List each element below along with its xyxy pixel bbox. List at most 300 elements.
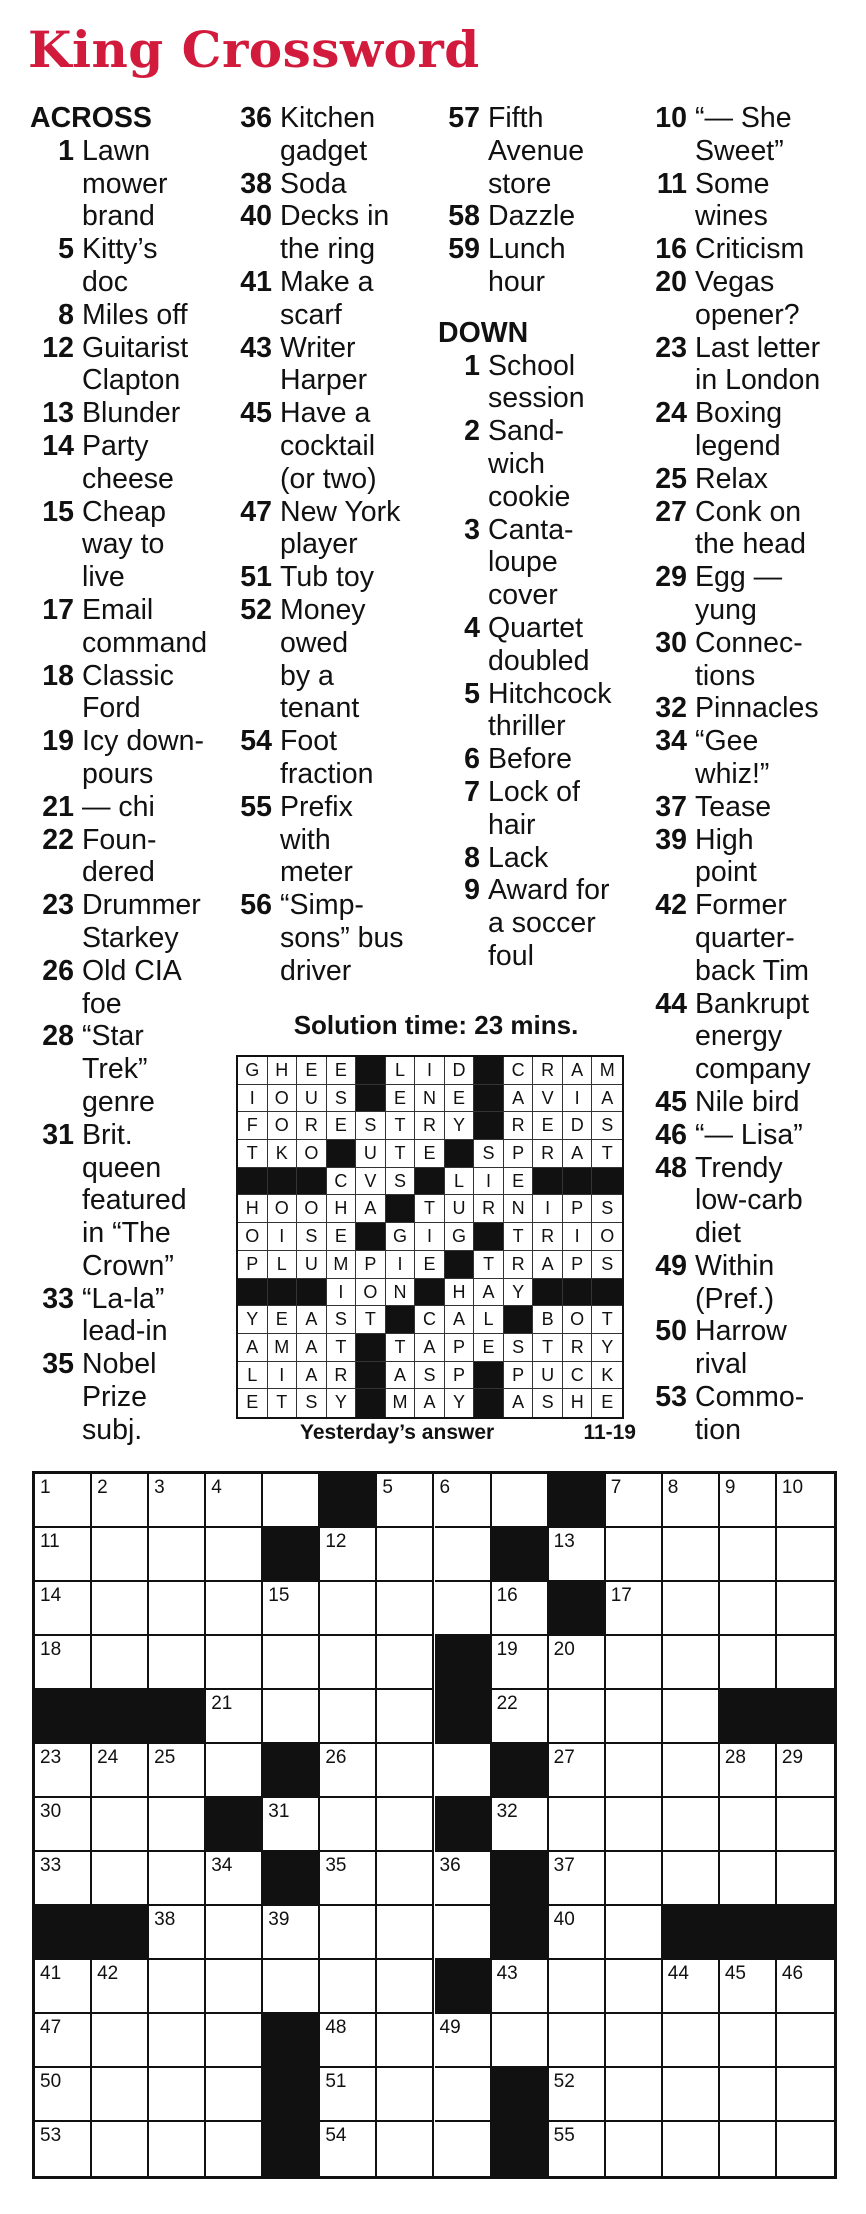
grid-cell[interactable] [435, 1852, 492, 1906]
grid-cell[interactable] [92, 2068, 149, 2122]
cell-number: 23 [40, 1747, 62, 1768]
solution-letter: I [268, 1223, 298, 1251]
grid-cell[interactable] [549, 2122, 606, 2176]
grid-cell[interactable] [435, 1744, 492, 1798]
grid-cell[interactable] [263, 1582, 320, 1636]
grid-cell[interactable] [663, 1744, 720, 1798]
grid-cell[interactable] [206, 1528, 263, 1582]
grid-cell[interactable] [92, 1582, 149, 1636]
grid-cell[interactable] [435, 2122, 492, 2176]
grid-cell[interactable] [92, 1744, 149, 1798]
solution-black-square [563, 1168, 593, 1196]
clue-number: 50 [655, 1315, 687, 1348]
cell-number: 13 [553, 1531, 575, 1552]
clue-text: Soda [280, 167, 347, 200]
solution-letter: T [238, 1140, 268, 1168]
clue-text: Quartet doubled [488, 611, 590, 677]
solution-letter: O [592, 1223, 622, 1251]
grid-cell[interactable] [35, 2068, 92, 2122]
grid-cell[interactable] [92, 1798, 149, 1852]
clue-text: Bankrupt energy company [695, 987, 811, 1086]
solution-letter: P [356, 1251, 386, 1279]
grid-cell[interactable] [663, 1852, 720, 1906]
grid-cell[interactable] [377, 2014, 434, 2068]
clue-number: 16 [655, 233, 687, 266]
grid-cell[interactable] [606, 1960, 663, 2014]
grid-cell[interactable] [492, 1690, 549, 1744]
clue-10 [645, 102, 863, 168]
grid-cell[interactable] [149, 1960, 206, 2014]
solution-letter: M [386, 1389, 416, 1417]
clue-text: Money owed by a tenant [280, 593, 366, 725]
solution-letter: M [268, 1334, 298, 1362]
grid-cell[interactable] [663, 1636, 720, 1690]
cell-number: 33 [40, 1855, 62, 1876]
grid-cell[interactable] [549, 1690, 606, 1744]
grid-cell[interactable] [777, 1636, 834, 1690]
grid-cell[interactable] [35, 1636, 92, 1690]
cell-number: 22 [496, 1693, 518, 1714]
solution-letter: S [327, 1085, 357, 1113]
solution-letter: E [327, 1112, 357, 1140]
grid-cell[interactable] [777, 2122, 834, 2176]
solution-letter: F [238, 1112, 268, 1140]
clue-number: 11 [656, 167, 687, 200]
solution-letter: C [563, 1362, 593, 1390]
grid-cell[interactable] [149, 1798, 206, 1852]
grid-cell[interactable] [206, 1744, 263, 1798]
grid-cell[interactable] [549, 1636, 606, 1690]
grid-cell[interactable] [492, 1798, 549, 1852]
black-square [435, 1798, 492, 1852]
grid-cell[interactable] [606, 2014, 663, 2068]
clue-3 [438, 514, 638, 612]
clue-number: 22 [42, 823, 74, 856]
crossword-grid[interactable] [32, 1471, 837, 2179]
solution-black-square [297, 1168, 327, 1196]
grid-cell[interactable] [377, 1528, 434, 1582]
grid-cell[interactable] [549, 1744, 606, 1798]
grid-cell[interactable] [263, 1960, 320, 2014]
grid-cell[interactable] [377, 1852, 434, 1906]
solution-letter: C [504, 1057, 534, 1085]
grid-cell[interactable] [320, 1798, 377, 1852]
solution-letter: T [386, 1334, 416, 1362]
cell-number: 25 [154, 1747, 176, 1768]
grid-cell[interactable] [377, 2122, 434, 2176]
grid-cell[interactable] [435, 1528, 492, 1582]
solution-black-square [356, 1389, 386, 1417]
grid-cell[interactable] [92, 1474, 149, 1528]
black-square [35, 1906, 92, 1960]
solution-black-square [533, 1168, 563, 1196]
grid-cell[interactable] [663, 2068, 720, 2122]
grid-cell[interactable] [149, 1636, 206, 1690]
grid-cell[interactable] [606, 1636, 663, 1690]
cell-number: 9 [724, 1477, 736, 1498]
grid-cell[interactable] [35, 2014, 92, 2068]
clue-text: Harrow rival [695, 1315, 787, 1381]
cell-number: 20 [553, 1639, 575, 1660]
clue-text: High point [695, 823, 757, 889]
solution-letter: R [533, 1140, 563, 1168]
clue-text: Nile bird [695, 1085, 800, 1118]
grid-cell[interactable] [663, 2122, 720, 2176]
cell-number: 17 [610, 1585, 632, 1606]
clue-text: Email command [82, 593, 208, 659]
grid-cell[interactable] [206, 1636, 263, 1690]
grid-cell[interactable] [492, 1474, 549, 1528]
solution-black-square [592, 1279, 622, 1307]
clue-text: Guitarist Clapton [82, 331, 189, 397]
grid-cell[interactable] [92, 2014, 149, 2068]
black-square [35, 1690, 92, 1744]
solution-letter: I [415, 1057, 445, 1085]
grid-cell[interactable] [720, 1528, 777, 1582]
solution-black-square [474, 1057, 504, 1085]
clue-number: 32 [655, 692, 687, 725]
grid-cell[interactable] [720, 1960, 777, 2014]
grid-cell[interactable] [377, 2068, 434, 2122]
grid-cell[interactable] [435, 2014, 492, 2068]
grid-cell[interactable] [663, 1690, 720, 1744]
grid-cell[interactable] [663, 1474, 720, 1528]
clue-text: Foun- dered [82, 823, 157, 889]
across-heading: ACROSS [30, 102, 152, 134]
solution-black-square [356, 1057, 386, 1085]
clue-number: 41 [240, 265, 272, 298]
clue-text: Last letter in London [695, 331, 821, 397]
grid-cell[interactable] [606, 1852, 663, 1906]
solution-letter: N [386, 1279, 416, 1307]
clue-number: 46 [655, 1118, 687, 1151]
grid-cell[interactable] [377, 1744, 434, 1798]
cell-number: 5 [382, 1477, 393, 1498]
grid-cell[interactable] [206, 2122, 263, 2176]
grid-cell[interactable] [720, 2014, 777, 2068]
solution-black-square [504, 1306, 534, 1334]
grid-cell[interactable] [377, 1474, 434, 1528]
grid-cell[interactable] [777, 1798, 834, 1852]
grid-cell[interactable] [206, 1582, 263, 1636]
clue-number: 5 [58, 233, 74, 266]
grid-cell[interactable] [720, 1636, 777, 1690]
grid-cell[interactable] [492, 1960, 549, 2014]
grid-cell[interactable] [549, 1798, 606, 1852]
solution-letter: R [533, 1223, 563, 1251]
black-square [492, 1852, 549, 1906]
grid-cell[interactable] [549, 1852, 606, 1906]
grid-cell[interactable] [377, 1636, 434, 1690]
grid-cell[interactable] [35, 1744, 92, 1798]
grid-cell[interactable] [320, 1636, 377, 1690]
solution-letter: I [563, 1223, 593, 1251]
grid-cell[interactable] [92, 1528, 149, 1582]
solution-letter: S [356, 1112, 386, 1140]
black-square [263, 2068, 320, 2122]
grid-cell[interactable] [263, 1906, 320, 1960]
grid-cell[interactable] [206, 2014, 263, 2068]
clue-text: Tease [695, 790, 772, 823]
grid-cell[interactable] [206, 1690, 263, 1744]
grid-cell[interactable] [663, 2014, 720, 2068]
cell-number: 1 [40, 1477, 51, 1498]
grid-cell[interactable] [320, 2068, 377, 2122]
solution-letter: G [238, 1057, 268, 1085]
grid-cell[interactable] [777, 1582, 834, 1636]
black-square [263, 2014, 320, 2068]
grid-cell[interactable] [377, 1960, 434, 2014]
solution-letter: P [504, 1140, 534, 1168]
grid-cell[interactable] [320, 1744, 377, 1798]
clue-25 [645, 463, 863, 496]
clue-48 [645, 1152, 863, 1250]
grid-cell[interactable] [206, 1960, 263, 2014]
grid-cell[interactable] [606, 1474, 663, 1528]
grid-cell[interactable] [435, 2068, 492, 2122]
grid-cell[interactable] [606, 1744, 663, 1798]
solution-letter: I [563, 1085, 593, 1113]
clue-51 [230, 561, 430, 594]
grid-cell[interactable] [35, 1582, 92, 1636]
grid-cell[interactable] [206, 2068, 263, 2122]
clue-text: — chi [82, 790, 155, 823]
clue-text: Criticism [695, 233, 805, 266]
solution-letter: I [268, 1362, 298, 1390]
grid-cell[interactable] [663, 1528, 720, 1582]
grid-cell[interactable] [35, 1798, 92, 1852]
clue-text: Foot fraction [280, 725, 374, 790]
grid-cell[interactable] [320, 2122, 377, 2176]
grid-cell[interactable] [606, 2122, 663, 2176]
solution-letter: C [327, 1168, 357, 1196]
grid-cell[interactable] [149, 2122, 206, 2176]
clue-number: 14 [42, 429, 74, 462]
grid-cell[interactable] [92, 1636, 149, 1690]
grid-cell[interactable] [549, 1960, 606, 2014]
cell-number: 34 [211, 1855, 233, 1876]
grid-cell[interactable] [777, 1960, 834, 2014]
cell-number: 39 [268, 1909, 290, 1930]
solution-letter: P [563, 1251, 593, 1279]
black-square [720, 1906, 777, 1960]
grid-cell[interactable] [377, 1906, 434, 1960]
grid-cell[interactable] [549, 1906, 606, 1960]
grid-cell[interactable] [35, 1960, 92, 2014]
grid-cell[interactable] [777, 1474, 834, 1528]
grid-cell[interactable] [549, 1528, 606, 1582]
grid-cell[interactable] [320, 1852, 377, 1906]
solution-black-square [474, 1085, 504, 1113]
clue-text: “— Lisa” [695, 1118, 803, 1151]
cell-number: 52 [553, 2071, 575, 2092]
grid-cell[interactable] [435, 1582, 492, 1636]
solution-letter: S [592, 1195, 622, 1223]
solution-letter: I [327, 1279, 357, 1307]
grid-cell[interactable] [149, 1582, 206, 1636]
grid-cell[interactable] [263, 1474, 320, 1528]
clue-number: 38 [240, 167, 272, 200]
cell-number: 16 [496, 1585, 518, 1606]
clue-1 [30, 135, 230, 233]
grid-cell[interactable] [35, 1474, 92, 1528]
clue-text: Award for a soccer foul [488, 874, 610, 972]
clue-text: Within (Pref.) [695, 1249, 775, 1315]
solution-letter: E [474, 1334, 504, 1362]
grid-cell[interactable] [320, 1690, 377, 1744]
grid-cell[interactable] [606, 2068, 663, 2122]
clue-21 [30, 791, 230, 824]
cell-number: 30 [40, 1801, 62, 1822]
solution-black-square [297, 1279, 327, 1307]
grid-cell[interactable] [549, 2068, 606, 2122]
clue-text: Make a scarf [280, 265, 374, 331]
grid-cell[interactable] [320, 1960, 377, 2014]
clue-45 [230, 397, 430, 495]
grid-cell[interactable] [92, 2122, 149, 2176]
clue-number: 42 [655, 889, 687, 922]
solution-letter: O [268, 1112, 298, 1140]
grid-cell[interactable] [720, 1474, 777, 1528]
grid-cell[interactable] [320, 1528, 377, 1582]
clue-number: 28 [42, 1020, 74, 1053]
clue-text: Kitchen gadget [280, 102, 376, 167]
clue-text: Some wines [695, 167, 770, 233]
grid-cell[interactable] [663, 1582, 720, 1636]
clue-38 [230, 168, 430, 201]
grid-cell[interactable] [777, 2014, 834, 2068]
solution-black-square [415, 1279, 445, 1307]
solution-letter: R [474, 1195, 504, 1223]
clue-text: Connec- tions [695, 626, 803, 692]
grid-cell[interactable] [720, 2068, 777, 2122]
grid-cell[interactable] [149, 2014, 206, 2068]
cell-number: 15 [268, 1585, 290, 1606]
grid-cell[interactable] [149, 1906, 206, 1960]
solution-letter: T [268, 1389, 298, 1417]
black-square [263, 1852, 320, 1906]
grid-cell[interactable] [263, 1798, 320, 1852]
clue-54 [230, 725, 430, 791]
grid-cell[interactable] [777, 1852, 834, 1906]
grid-cell[interactable] [492, 1636, 549, 1690]
grid-cell[interactable] [320, 2014, 377, 2068]
grid-cell[interactable] [606, 1528, 663, 1582]
solution-letter: L [238, 1362, 268, 1390]
solution-black-square [563, 1279, 593, 1307]
grid-cell[interactable] [149, 2068, 206, 2122]
cell-number: 43 [496, 1963, 518, 1984]
solution-letter: A [297, 1334, 327, 1362]
grid-cell[interactable] [492, 1582, 549, 1636]
grid-cell[interactable] [663, 1798, 720, 1852]
clue-35 [30, 1348, 230, 1446]
black-square [263, 1744, 320, 1798]
clue-text: Tub toy [280, 561, 374, 594]
grid-cell[interactable] [206, 1906, 263, 1960]
clue-number: 47 [240, 495, 272, 528]
grid-cell[interactable] [777, 2068, 834, 2122]
solution-black-square [356, 1223, 386, 1251]
grid-cell[interactable] [206, 1474, 263, 1528]
grid-cell[interactable] [320, 1906, 377, 1960]
grid-cell[interactable] [35, 1852, 92, 1906]
grid-cell[interactable] [35, 2122, 92, 2176]
clue-text: “— She Sweet” [695, 102, 792, 167]
grid-cell[interactable] [263, 1690, 320, 1744]
solution-letter: E [504, 1168, 534, 1196]
solution-letter: I [474, 1168, 504, 1196]
grid-cell[interactable] [549, 2014, 606, 2068]
clue-27 [645, 496, 863, 562]
grid-cell[interactable] [777, 1744, 834, 1798]
grid-cell[interactable] [720, 1744, 777, 1798]
grid-cell[interactable] [92, 1960, 149, 2014]
solution-black-square [474, 1112, 504, 1140]
solution-letter: L [386, 1057, 416, 1085]
clue-column-2 [230, 102, 430, 988]
grid-cell[interactable] [92, 1852, 149, 1906]
grid-cell[interactable] [206, 1852, 263, 1906]
grid-cell[interactable] [377, 1798, 434, 1852]
grid-cell[interactable] [663, 1960, 720, 2014]
solution-letter: P [504, 1362, 534, 1390]
clue-number: 24 [655, 397, 687, 430]
grid-cell[interactable] [435, 1906, 492, 1960]
grid-cell[interactable] [720, 2122, 777, 2176]
grid-cell[interactable] [777, 1528, 834, 1582]
grid-cell[interactable] [149, 1744, 206, 1798]
clue-28 [30, 1020, 230, 1118]
clue-text: Canta- loupe cover [488, 513, 574, 612]
solution-letter: L [268, 1251, 298, 1279]
solution-letter: T [504, 1223, 534, 1251]
grid-cell[interactable] [606, 1690, 663, 1744]
grid-cell[interactable] [149, 1474, 206, 1528]
clue-text: Kitty’s doc [82, 233, 158, 298]
cell-number: 14 [40, 1585, 62, 1606]
grid-cell[interactable] [320, 1582, 377, 1636]
clue-number: 31 [42, 1118, 74, 1151]
solution-letter: I [386, 1251, 416, 1279]
solution-letter: O [356, 1279, 386, 1307]
clue-9 [438, 874, 638, 972]
grid-cell[interactable] [35, 1528, 92, 1582]
grid-cell[interactable] [435, 1474, 492, 1528]
clue-text: Miles off [82, 298, 188, 331]
grid-cell[interactable] [492, 2014, 549, 2068]
grid-cell[interactable] [606, 1582, 663, 1636]
grid-cell[interactable] [263, 1636, 320, 1690]
grid-cell[interactable] [377, 1582, 434, 1636]
solution-letter: O [268, 1195, 298, 1223]
solution-letter: O [297, 1140, 327, 1168]
grid-cell[interactable] [606, 1798, 663, 1852]
solution-letter: S [297, 1223, 327, 1251]
grid-cell[interactable] [149, 1528, 206, 1582]
grid-cell[interactable] [377, 1690, 434, 1744]
solution-letter: U [297, 1085, 327, 1113]
grid-cell[interactable] [720, 1852, 777, 1906]
clue-number: 17 [42, 593, 74, 626]
grid-cell[interactable] [720, 1798, 777, 1852]
solution-letter: E [327, 1057, 357, 1085]
grid-cell[interactable] [149, 1852, 206, 1906]
grid-cell[interactable] [606, 1906, 663, 1960]
solution-letter: I [238, 1085, 268, 1113]
grid-cell[interactable] [720, 1582, 777, 1636]
clue-43 [230, 332, 430, 398]
